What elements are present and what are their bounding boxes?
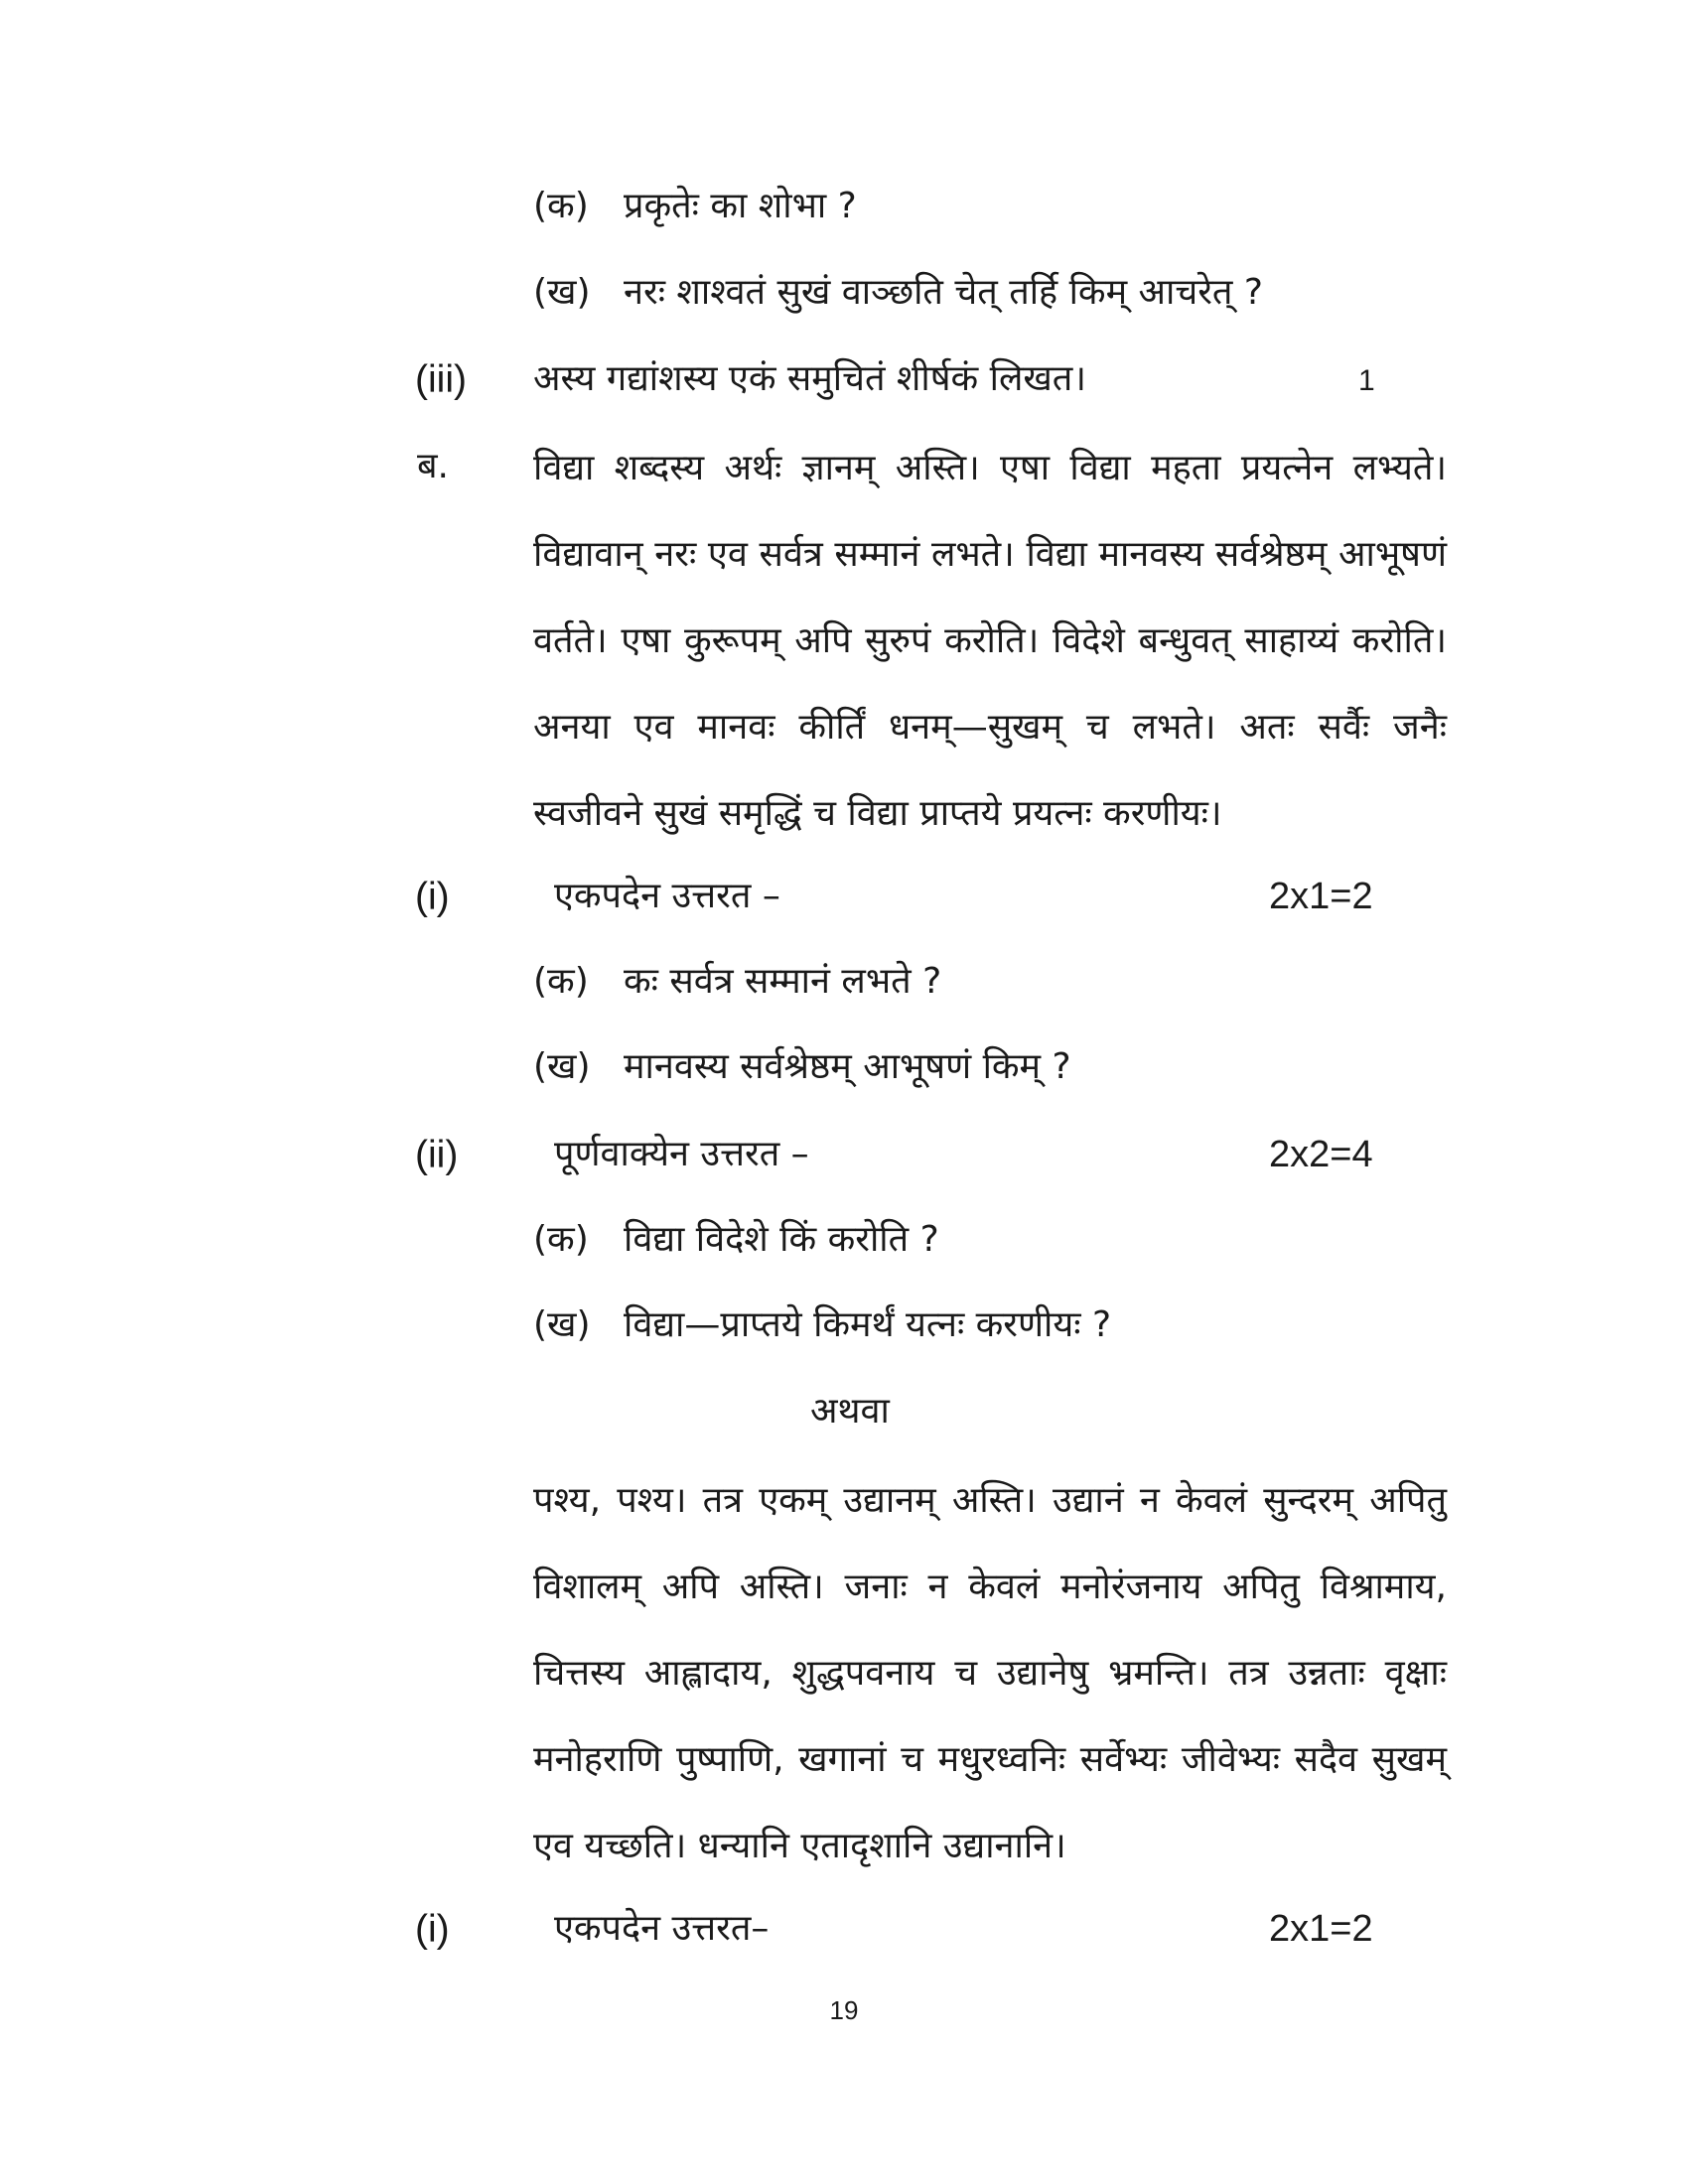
passage-paragraph: विद्या शब्दस्य अर्थः ज्ञानम् अस्ति। एषा विद्या महता प्रयत्नेन लभ्यते। विद्यावान् नरः एव सर्वत्र सम्मानं लभते। विद्या मानवस्य सर्वश्रेष्ठम् आभूषणं वर्तते। एषा कुरूपम् अपि सुरुपं करोति। विदेशे बन्धुवत् साहाय्यं करोति। अनया एव मानवः कीर्तिं धनम्—सुखम् च लभते। अतः सर्वैः जनैः स्वजीवने सुखं समृद्धिं च विद्या प्राप्तये प्रयत्नः करणीयः। (533, 448, 1447, 834)
sub-question-text: कः सर्वत्र सम्मानं लभते ? (624, 961, 942, 1002)
sub-question-label: (क) (533, 186, 589, 226)
question-text: पूर्णवाक्येन उत्तरत – (554, 1134, 809, 1174)
sub-question-text: प्रकृतेः का शोभा ? (624, 186, 857, 226)
section-label: ब. (417, 446, 449, 486)
question-marks: 2x1=2 (1269, 1908, 1373, 1950)
question-marks: 2x1=2 (1269, 876, 1373, 917)
question-number: (i) (415, 876, 450, 918)
passage-paragraph-2: पश्य, पश्य। तत्र एकम् उद्यानम् अस्ति। उद्यानं न केवलं सुन्दरम् अपितु विशालम् अपि अस्ति। जनाः न केवलं मनोरंजनाय अपितु विश्रामाय, चित्तस्य आह्लादाय, शुद्धपवनाय च उद्यानेषु भ्रमन्ति। तत्र उन्नताः वृक्षाः मनोहराणि पुष्पाणि, खगानां च मधुरध्वनिः सर्वेभ्यः जीवेभ्यः सदैव सुखम् एव यच्छति। धन्यानि एतादृशानि उद्यानानि। (533, 1480, 1447, 1866)
page-number: 19 (829, 1995, 859, 2025)
sub-question-text: नरः शाश्वतं सुखं वाञ्छति चेत् तर्हि किम् आचरेत् ? (624, 272, 1263, 313)
sub-question-label: (क) (533, 961, 589, 1002)
or-divider-text: अथवा (810, 1391, 890, 1432)
question-number: (iii) (415, 358, 467, 401)
question-number: (i) (415, 1908, 450, 1951)
sub-question-text: विद्या विदेशे किं करोति ? (624, 1219, 939, 1260)
sub-question-text: मानवस्य सर्वश्रेष्ठम् आभूषणं किम् ? (624, 1046, 1071, 1087)
sub-question-label: (ख) (533, 1304, 591, 1345)
question-text: अस्य गद्यांशस्य एकं समुचितं शीर्षकं लिखत। (533, 358, 1086, 399)
question-text: एकपदेन उत्तरत – (554, 876, 780, 916)
sub-question-label: (ख) (533, 272, 591, 313)
sub-question-label: (ख) (533, 1046, 591, 1087)
question-text: एकपदेन उत्तरत– (554, 1908, 770, 1949)
question-marks: 2x2=4 (1269, 1134, 1373, 1175)
question-number: (ii) (415, 1134, 459, 1176)
question-marks: 1 (1358, 364, 1375, 397)
sub-question-text: विद्या—प्राप्तये किमर्थं यत्नः करणीयः ? (624, 1304, 1112, 1345)
sub-question-label: (क) (533, 1219, 589, 1260)
